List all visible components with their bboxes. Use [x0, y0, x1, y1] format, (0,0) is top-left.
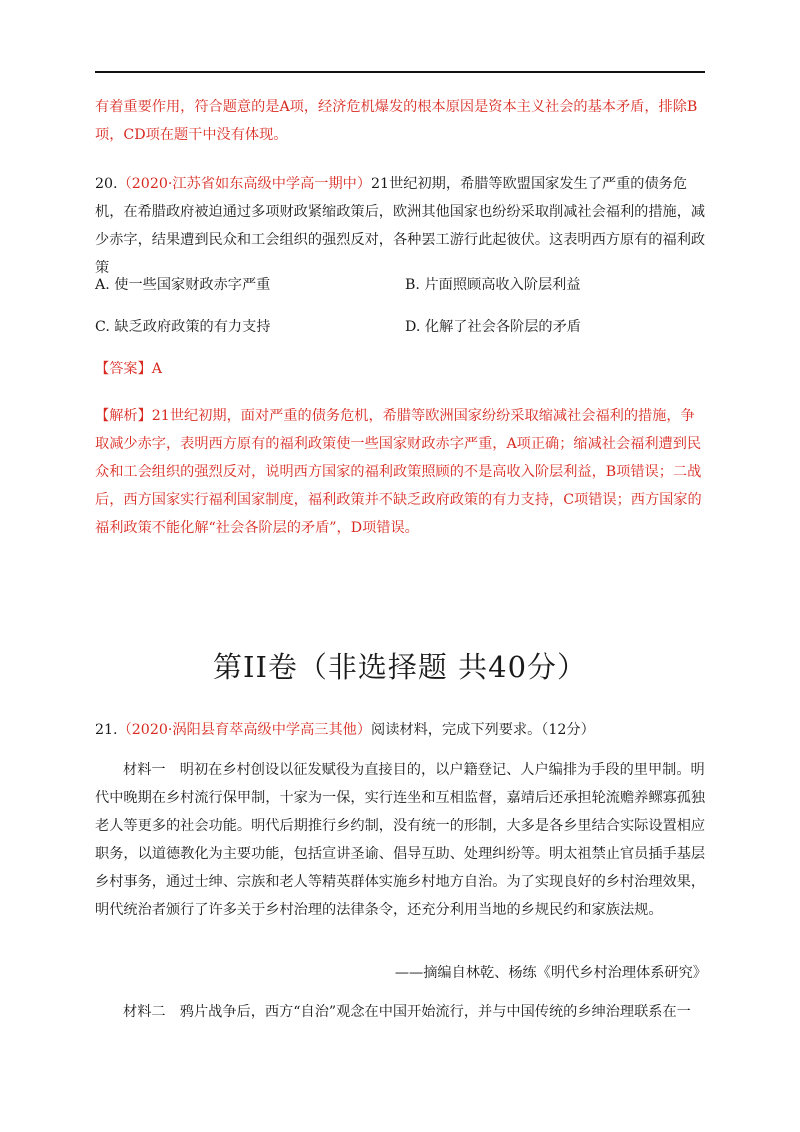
q20-explanation — [95, 402, 707, 542]
q21-source: （2020·涡阳县育萃高级中学高三其他） — [117, 722, 372, 738]
q21-header — [95, 718, 707, 742]
explanation-text: 21世纪初期，面对严重的债务危机，希腊等欧洲国家纷纷采取缩减社会福利的措施，争取减少赤字，表明西方原有的福利政策使一些国家财政赤字严重，A项正确；缩减社会福利遭到民众和工会组织的强烈反对，说明西方国家的福利政策照顾的不是高收入阶层利益，B项错误；二战后，西方国家实行福利国家制度，福利政策并不缺乏政府政策的有力支持，C项错误；西方国家的福利政策不能化解“社会各阶层的矛盾”，D项错误。 — [95, 408, 702, 536]
option-label: D. — [405, 319, 421, 335]
q21-material-1: 材料一 明初在乡村创设以征发赋役为直接目的，以户籍登记、人户编排为手段的里甲制。明代中晚期在乡村流行保甲制，十家为一保，实行连坐和互相监督，嘉靖后还承担轮流赡养鳏寡孤独老人等更多的社会功能。明代后期推行乡约制，没有统一的形制，大多是各乡里结合实际设置相应职务，以道德教化为主要功能，包括宣讲圣谕、倡导互助、处理纠纷等。明太祖禁止官员插手基层乡村事务，通过士绅、宗族和老人等精英群体实施乡村地方自治。为了实现良好的乡村治理效果，明代统治者颁行了许多关于乡村治理的法律条令，还充分利用当地的乡规民约和家族法规。 — [95, 762, 706, 918]
q20-options-row-1 — [95, 273, 707, 297]
q21-number: 21. — [95, 722, 118, 738]
q20-options-row-2 — [95, 315, 707, 339]
q21-material-2: 材料二 鸦片战争后，西方“自治”观念在中国开始流行，并与中国传统的乡绅治理联系在一 — [123, 1004, 691, 1020]
q20-stem — [95, 170, 707, 282]
q21-instruction: 阅读材料，完成下列要求。（12分） — [371, 722, 595, 738]
q20-option-d — [405, 315, 581, 339]
header-rule — [95, 71, 705, 73]
q19-explanation-tail: 有着重要作用，符合题意的是A项，经济危机爆发的根本原因是资本主义社会的基本矛盾，排除B项，CD项在题干中没有体现。 — [95, 99, 698, 143]
option-label: A. — [95, 277, 110, 293]
q20-option-c — [95, 319, 270, 335]
answer-tag: 【答案】 — [95, 361, 152, 377]
q20-number: 20. — [95, 176, 118, 192]
option-text: 片面照顾高收入阶层利益 — [424, 277, 581, 293]
option-text: 使一些国家财政赤字严重 — [114, 277, 271, 293]
option-label: C. — [95, 319, 110, 335]
q21-material-1-source: ——摘编自林乾、杨练《明代乡村治理体系研究》 — [394, 965, 707, 981]
q20-stem-text: 21世纪初期，希腊等欧盟国家发生了严重的债务危机，在希腊政府被迫通过多项财政紧缩政策后，欧洲其他国家也纷纷采取削减社会福利的措施，减少赤字，结果遭到民众和工会组织的强烈反对，各种罢工游行此起彼伏。这表明西方原有的福利政策 — [95, 176, 706, 276]
explanation-tag: 【解析】 — [95, 408, 152, 424]
q20-answer — [95, 357, 707, 381]
option-label: B. — [405, 277, 420, 293]
q20-option-b — [405, 273, 581, 297]
option-text: 化解了社会各阶层的矛盾 — [424, 319, 581, 335]
option-text: 缺乏政府政策的有力支持 — [114, 319, 271, 335]
q20-option-a — [95, 277, 270, 293]
q20-source: （2020·江苏省如东高级中学高一期中） — [117, 176, 372, 192]
section-title: 第II卷（非选择题 共40分） — [212, 650, 588, 684]
answer-value: A — [151, 361, 163, 377]
